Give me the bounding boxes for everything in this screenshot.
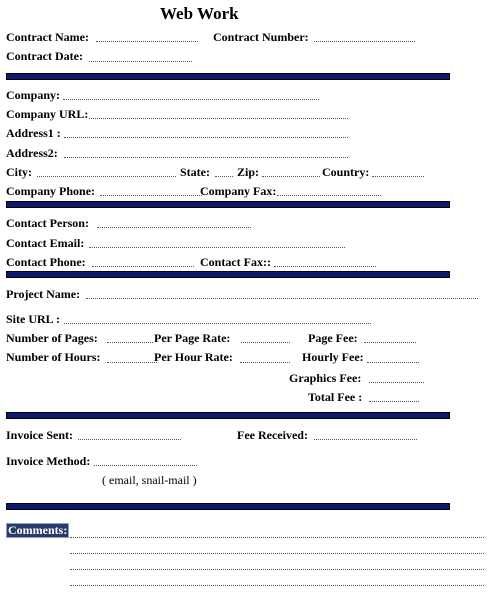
comments-label: Comments:: [8, 523, 68, 537]
company-url-label: Company URL:: [6, 107, 89, 121]
fee-received-field[interactable]: [314, 439, 417, 440]
graphics-fee-field[interactable]: [369, 382, 424, 383]
contact-person-label: Contact Person:: [6, 216, 89, 230]
total-fee-label: Total Fee :: [308, 390, 363, 404]
contact-person-field[interactable]: [97, 227, 251, 228]
page-title: Web Work: [160, 4, 239, 23]
company-phone-field[interactable]: [100, 195, 202, 196]
address1-field[interactable]: [64, 137, 348, 138]
company-url-field[interactable]: [89, 118, 348, 119]
contact-fax-field[interactable]: [274, 266, 376, 267]
hourly-fee-field[interactable]: [367, 362, 419, 363]
section-divider-contact: [6, 271, 450, 278]
state-label: State:: [180, 165, 210, 179]
section-divider-contract: [6, 73, 450, 80]
fee-received-label: Fee Received:: [237, 428, 308, 442]
company-fax-label: Company Fax:: [200, 184, 277, 198]
invoice-sent-field[interactable]: [78, 439, 181, 440]
invoice-method-note: ( email, snail-mail ): [102, 473, 197, 487]
state-field[interactable]: [215, 176, 233, 177]
company-label: Company:: [6, 88, 61, 102]
company-field[interactable]: [63, 99, 319, 100]
total-fee-field[interactable]: [369, 401, 419, 402]
contract-name-label: Contract Name:: [6, 30, 89, 44]
invoice-method-label: Invoice Method:: [6, 454, 91, 468]
number-of-pages-label: Number of Pages:: [6, 331, 98, 345]
city-label: City:: [6, 165, 32, 179]
contract-number-field[interactable]: [314, 41, 415, 42]
site-url-label: Site URL :: [6, 312, 60, 326]
contract-date-label: Contract Date:: [6, 49, 83, 63]
country-field[interactable]: [372, 176, 424, 177]
address1-label: Address1 :: [6, 126, 61, 140]
invoice-method-field[interactable]: [94, 465, 197, 466]
section-divider-company: [6, 201, 450, 208]
contact-fax-label: Contact Fax::: [200, 255, 271, 269]
contact-email-label: Contact Email:: [6, 236, 85, 250]
address2-field[interactable]: [64, 157, 348, 158]
comments-line-4[interactable]: [70, 585, 484, 586]
company-fax-field[interactable]: [277, 195, 381, 196]
hourly-fee-label: Hourly Fee:: [302, 350, 364, 364]
per-hour-rate-field[interactable]: [240, 362, 290, 363]
section-divider-project: [6, 412, 450, 419]
number-of-hours-label: Number of Hours:: [6, 350, 101, 364]
page-fee-field[interactable]: [364, 342, 416, 343]
zip-label: Zip:: [237, 165, 260, 179]
invoice-sent-label: Invoice Sent:: [6, 428, 73, 442]
address2-label: Address2:: [6, 146, 58, 160]
page-fee-label: Page Fee:: [308, 331, 358, 345]
contact-email-field[interactable]: [89, 247, 345, 248]
section-divider-invoice: [6, 503, 450, 510]
company-phone-label: Company Phone:: [6, 184, 96, 198]
contract-number-label: Contract Number:: [213, 30, 309, 44]
comments-line-2[interactable]: [70, 553, 484, 554]
contract-date-field[interactable]: [89, 61, 192, 62]
contact-phone-label: Contact Phone:: [6, 255, 86, 269]
site-url-field[interactable]: [64, 323, 371, 324]
contract-name-field[interactable]: [96, 41, 198, 42]
zip-field[interactable]: [262, 176, 320, 177]
number-of-hours-field[interactable]: [107, 362, 157, 363]
project-name-label: Project Name:: [6, 287, 81, 301]
per-hour-rate-label: Per Hour Rate:: [154, 350, 233, 364]
contact-phone-field[interactable]: [92, 266, 194, 267]
per-page-rate-field[interactable]: [241, 342, 290, 343]
city-field[interactable]: [37, 176, 176, 177]
comments-line-1[interactable]: [70, 537, 484, 538]
comments-line-3[interactable]: [70, 569, 484, 570]
country-label: Country:: [322, 165, 370, 179]
project-name-field[interactable]: [86, 298, 478, 299]
graphics-fee-label: Graphics Fee:: [289, 371, 362, 385]
number-of-pages-field[interactable]: [107, 342, 153, 343]
per-page-rate-label: Per Page Rate:: [154, 331, 231, 345]
